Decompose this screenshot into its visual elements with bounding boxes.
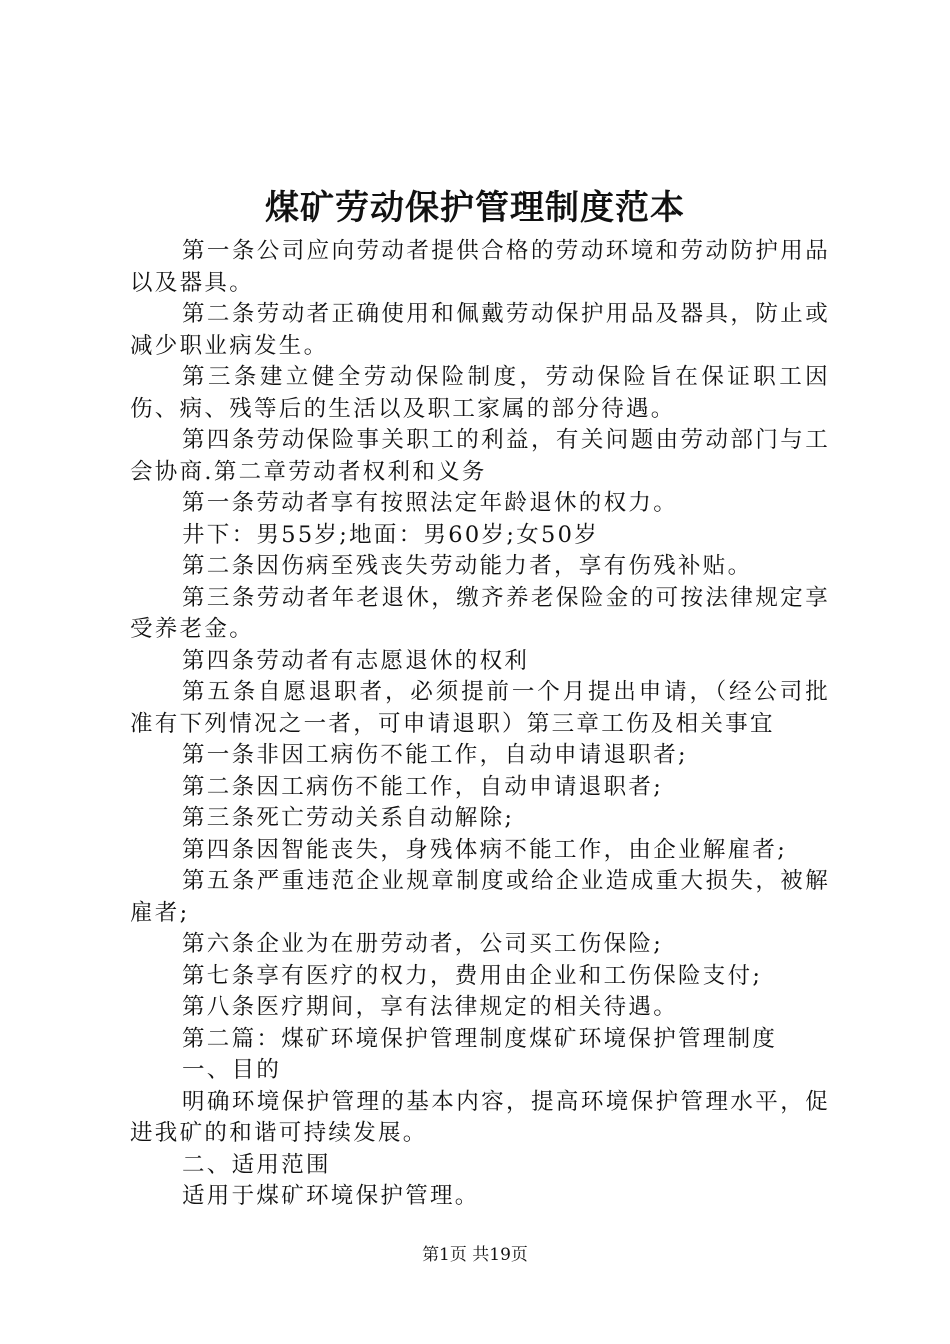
document-title: 煤矿劳动保护管理制度范本 bbox=[265, 188, 685, 228]
paragraph: 第一条劳动者享有按照法定年龄退休的权力。 bbox=[182, 490, 679, 516]
paragraph: 第五条严重违范企业规章制度或给企业造成重大损失，被解雇者; bbox=[130, 868, 830, 926]
section-heading: 二、适用范围 bbox=[182, 1151, 331, 1178]
paragraph: 第二条因工病伤不能工作，自动申请退职者; bbox=[182, 773, 664, 800]
paragraph: 明确环境保护管理的基本内容，提高环境保护管理水平，促进我矿的和谐可持续发展。 bbox=[130, 1088, 830, 1146]
paragraph: 第四条劳动保险事关职工的利益，有关问题由劳动部门与工会协商.第二章劳动者权利和义务 bbox=[130, 427, 830, 485]
paragraph: 第五条自愿退职者，必须提前一个月提出申请，（经公司批准有下列情况之一者，可申请退职）第三章工伤及相关事宜 bbox=[130, 679, 830, 737]
paragraph: 第三条劳动者年老退休，缴齐养老保险金的可按法律规定享受养老金。 bbox=[130, 584, 830, 642]
section-heading: 一、目的 bbox=[182, 1057, 282, 1083]
paragraph: 第二篇：煤矿环境保护管理制度煤矿环境保护管理制度 bbox=[182, 1025, 778, 1052]
paragraph: 第一条非因工病伤不能工作，自动申请退职者; bbox=[182, 742, 688, 768]
paragraph: 第八条医疗期间，享有法律规定的相关待遇。 bbox=[182, 994, 679, 1020]
paragraph: 第六条企业为在册劳动者，公司买工伤保险; bbox=[182, 931, 664, 957]
paragraph: 第二条劳动者正确使用和佩戴劳动保护用品及器具，防止或减少职业病发生。 bbox=[130, 301, 830, 359]
paragraph: 第四条劳动者有志愿退休的权利 bbox=[182, 647, 530, 674]
document-body bbox=[130, 236, 830, 1213]
paragraph: 第一条公司应向劳动者提供合格的劳动环境和劳动防护用品以及器具。 bbox=[130, 238, 830, 296]
paragraph: 井下：男55岁;地面：男60岁;女50岁 bbox=[182, 521, 600, 548]
paragraph: 第七条享有医疗的权力，费用由企业和工伤保险支付; bbox=[182, 962, 763, 989]
paragraph: 第三条建立健全劳动保险制度，劳动保险旨在保证职工因伤、病、残等后的生活以及职工家属的部分待遇。 bbox=[130, 364, 830, 422]
paragraph: 第二条因伤病至残丧失劳动能力者，享有伤残补贴。 bbox=[182, 553, 753, 579]
paragraph: 适用于煤矿环境保护管理。 bbox=[182, 1183, 480, 1209]
paragraph: 第三条死亡劳动关系自动解除; bbox=[182, 805, 515, 831]
paragraph: 第四条因智能丧失，身残体病不能工作，由企业解雇者; bbox=[182, 836, 788, 863]
page-number: 第1页 共19页 bbox=[422, 1245, 528, 1265]
